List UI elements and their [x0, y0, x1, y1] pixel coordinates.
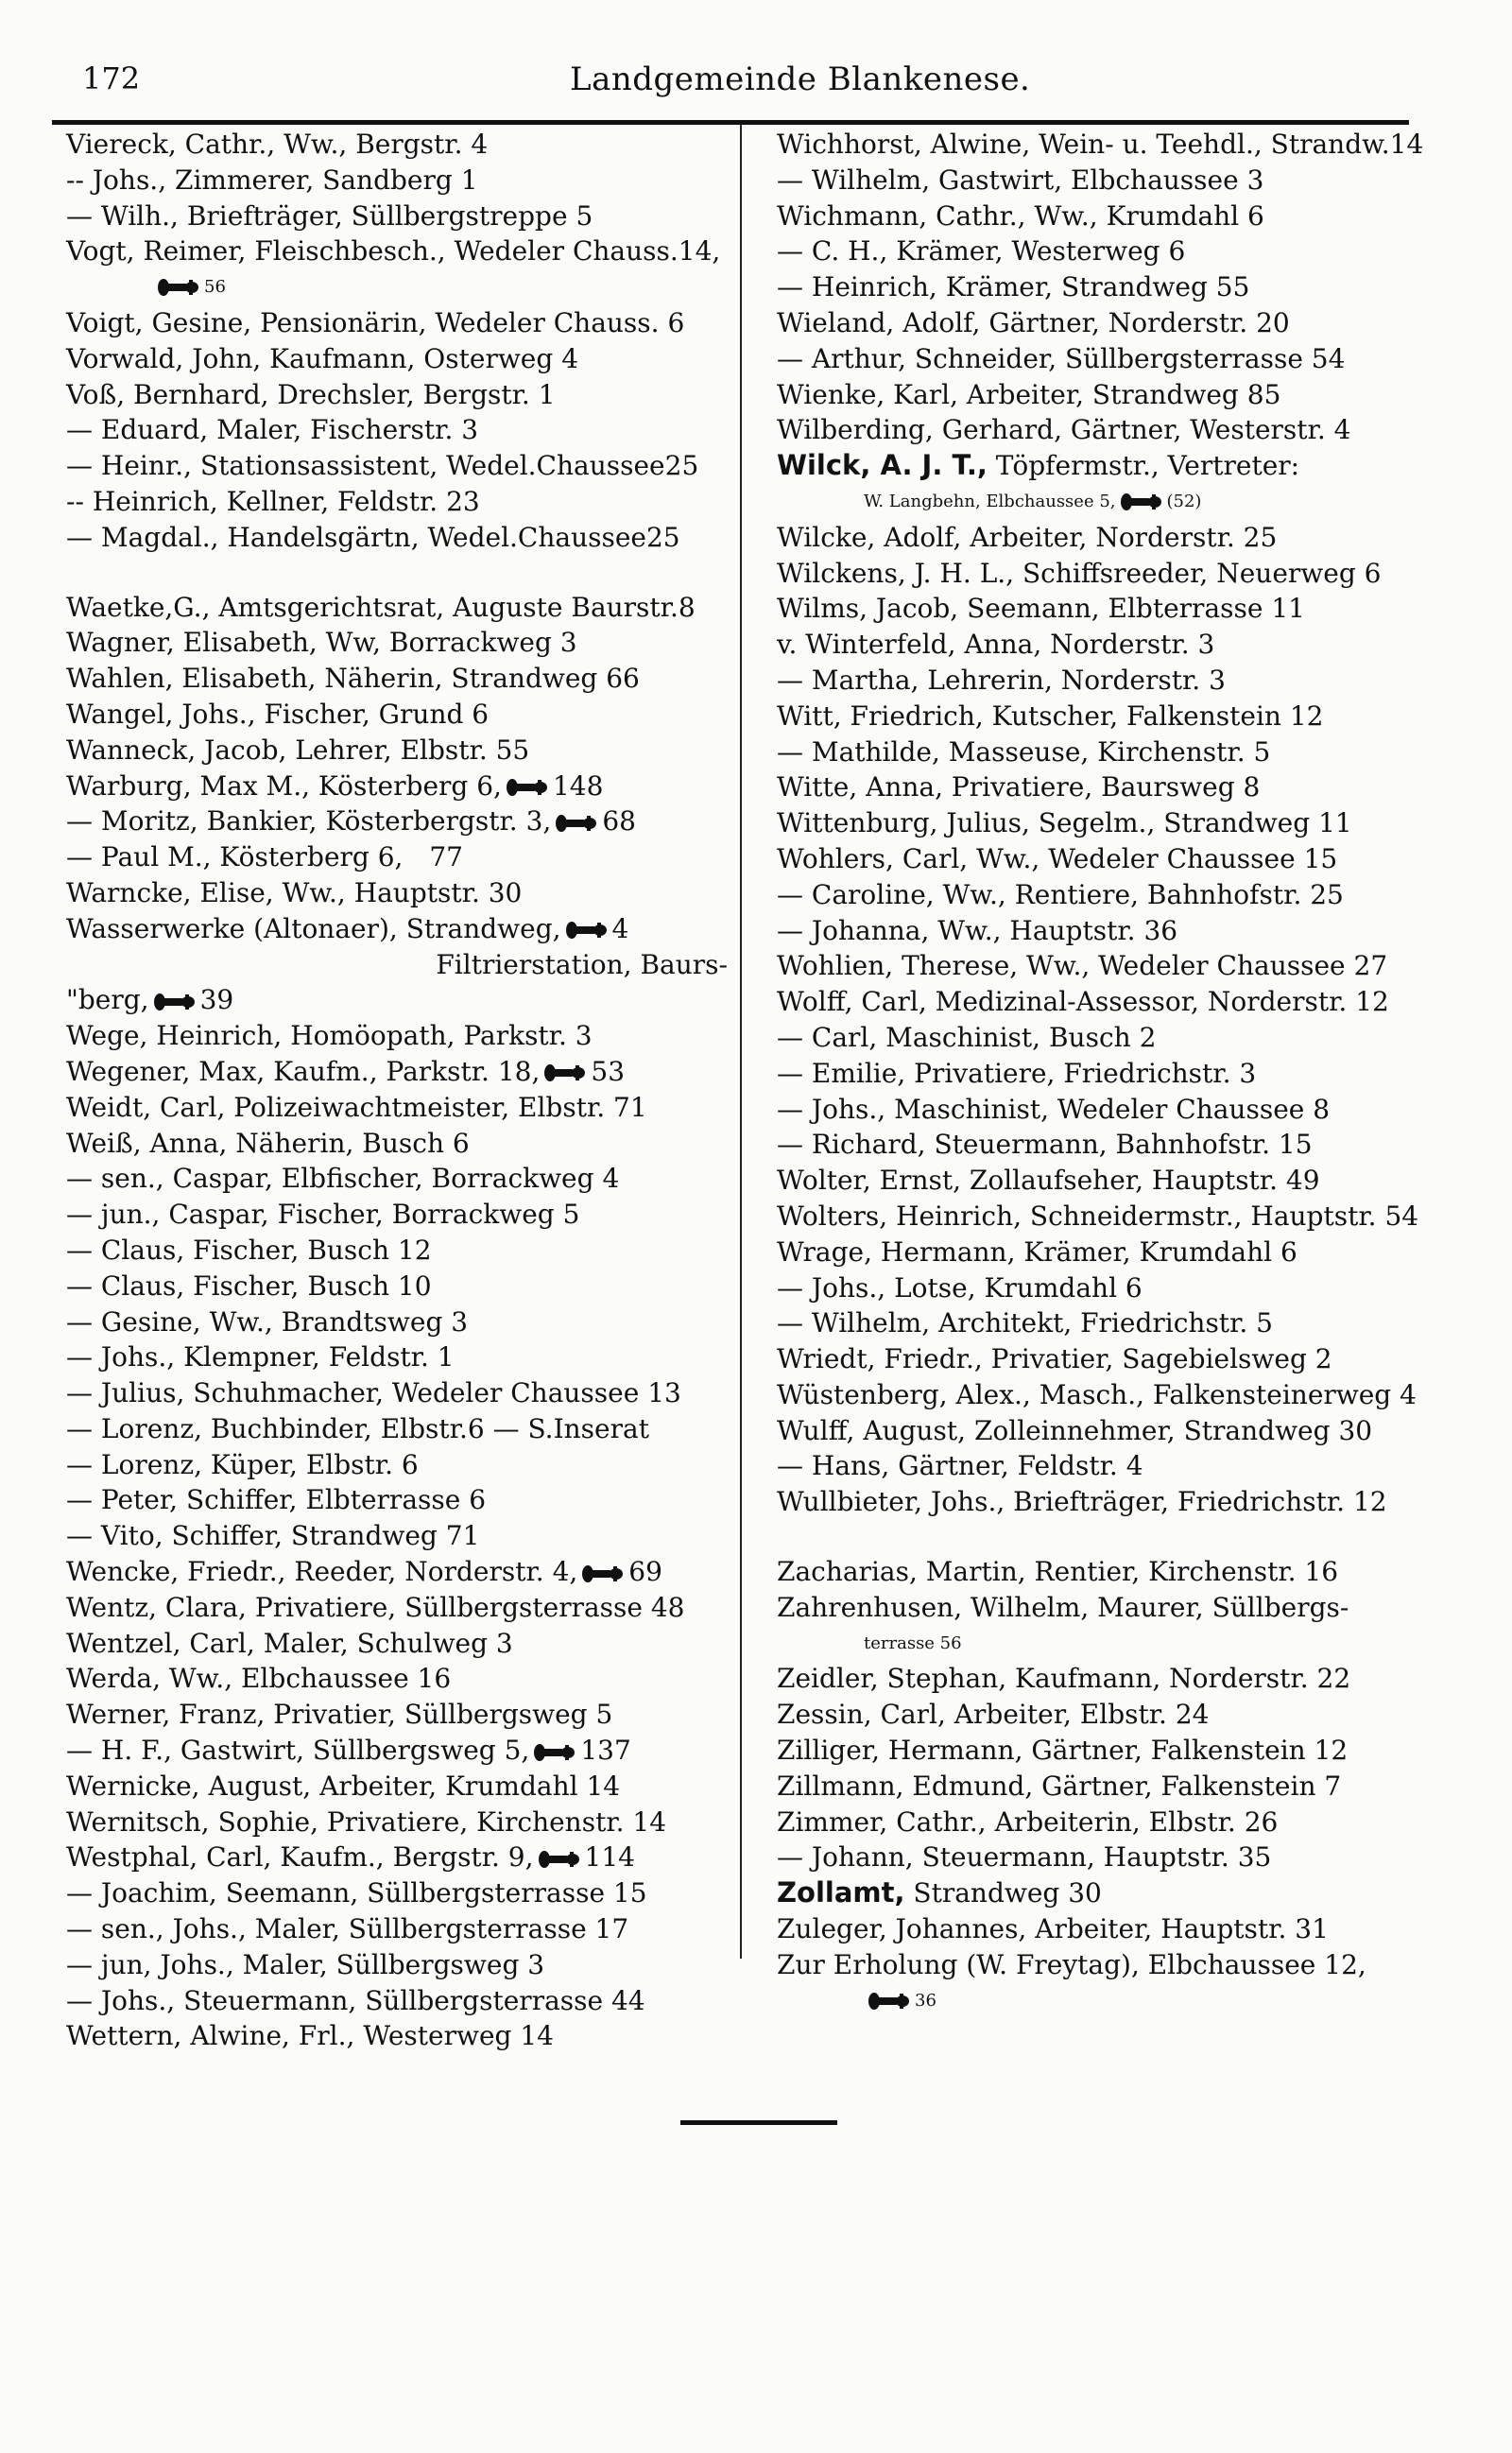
directory-entry	[66, 1554, 728, 1590]
entry-text: Wohlers, Carl, Ww., Wedeler Chaussee 15	[777, 842, 1338, 874]
entry-text: — Richard, Steuermann, Bahnhofstr. 15	[777, 1129, 1313, 1161]
directory-entry	[777, 769, 1438, 805]
entry-text: Witte, Anna, Privatiere, Baursweg 8	[777, 771, 1261, 803]
entry-text: — Hans, Gärtner, Feldstr. 4	[777, 1450, 1143, 1482]
directory-entry	[66, 1090, 728, 1126]
directory-entry	[777, 877, 1438, 913]
running-title: Landgemeinde Blankenese.	[570, 60, 1031, 98]
directory-entry	[777, 1448, 1438, 1484]
directory-entry	[777, 805, 1438, 841]
telephone-icon	[538, 1849, 581, 1870]
directory-entry	[777, 1092, 1438, 1128]
directory-entry	[66, 1447, 728, 1483]
directory-entry	[777, 1805, 1438, 1840]
entry-text: — Gesine, Ww., Brandtsweg 3	[66, 1305, 469, 1338]
directory-entry	[66, 769, 728, 804]
entry-text: Voß, Bernhard, Drechsler, Bergstr. 1	[66, 378, 556, 410]
directory-entry	[777, 412, 1438, 448]
entry-text: — Johs., Klempner, Feldstr. 1	[66, 1341, 455, 1373]
entry-text: Wegener, Max, Kaufm., Parkstr. 18,	[66, 1055, 541, 1087]
entry-text: 36	[915, 1990, 936, 2011]
directory-entry	[66, 1126, 728, 1162]
directory-entry	[777, 1199, 1438, 1235]
entry-text: -- Johs., Zimmerer, Sandberg 1	[66, 164, 478, 196]
directory-entry	[66, 199, 728, 234]
telephone-icon	[868, 1991, 911, 2012]
directory-entry	[66, 1983, 728, 2019]
entry-text: Wüstenberg, Alex., Masch., Falkensteinerweg 4	[777, 1378, 1417, 1410]
directory-entry	[66, 1875, 728, 1911]
telephone-icon	[555, 813, 598, 834]
telephone-icon	[153, 992, 197, 1012]
directory-entry	[777, 1590, 1438, 1626]
entry-text: — Joachim, Seemann, Süllbergsterrasse 15	[66, 1877, 647, 1909]
directory-entry	[66, 875, 728, 911]
entry-text: — Mathilde, Masseuse, Kirchenstr. 5	[777, 735, 1271, 768]
entry-text: — jun., Caspar, Fischer, Borrackweg 5	[66, 1199, 580, 1231]
entry-bold-name: Zollamt,	[777, 1876, 905, 1909]
directory-entry	[777, 1661, 1438, 1697]
entry-text: Vogt, Reimer, Fleischbesch., Wedeler Chauss.14,	[66, 235, 721, 268]
entry-text: Wasserwerke (Altonaer), Strandweg,	[66, 912, 561, 944]
directory-entry	[777, 1163, 1438, 1199]
entry-text: Westphal, Carl, Kaufm., Bergstr. 9,	[66, 1841, 534, 1874]
entry-text: — Johs., Steuermann, Süllbergsterrasse 44	[66, 1984, 645, 2016]
phone-number: 137	[580, 1735, 631, 1767]
entry-text: Wege, Heinrich, Homöopath, Parkstr. 3	[66, 1020, 593, 1052]
directory-entry	[777, 1769, 1438, 1805]
directory-entry	[66, 1911, 728, 1947]
entry-text: Wangel, Johs., Fischer, Grund 6	[66, 698, 490, 730]
directory-entry	[777, 663, 1438, 699]
entry-text: Wilberding, Gerhard, Gärtner, Westerstr. 4	[777, 414, 1351, 446]
directory-entry	[777, 1413, 1438, 1449]
directory-entry	[777, 913, 1438, 949]
directory-entry	[777, 1626, 1438, 1662]
directory-entry	[66, 305, 728, 341]
directory-entry	[777, 1305, 1438, 1341]
directory-entry	[66, 127, 728, 163]
directory-entry	[66, 269, 728, 305]
directory-entry	[66, 484, 728, 520]
directory-entry	[777, 1056, 1438, 1092]
entry-text: Zimmer, Cathr., Arbeiterin, Elbstr. 26	[777, 1805, 1279, 1838]
entry-text: Wilcke, Adolf, Arbeiter, Norderstr. 25	[777, 521, 1278, 553]
entry-text: — Arthur, Schneider, Süllbergsterrasse 54	[777, 342, 1346, 374]
directory-entry	[777, 1947, 1438, 1983]
directory-entry	[777, 627, 1438, 663]
directory-entry	[66, 733, 728, 769]
phone-number: 77	[429, 841, 463, 873]
entry-text: — Paul M., Kösterberg 6,	[66, 841, 404, 873]
directory-entry	[777, 1235, 1438, 1270]
directory-entry	[777, 1840, 1438, 1875]
directory-entry	[66, 1304, 728, 1340]
entry-text: Witt, Friedrich, Kutscher, Falkenstein 12	[777, 700, 1324, 732]
entry-text: Zuleger, Johannes, Arbeiter, Hauptstr. 31	[777, 1913, 1329, 1945]
entry-text: Wichmann, Cathr., Ww., Krumdahl 6	[777, 199, 1264, 232]
directory-entry	[66, 1733, 728, 1769]
left-column	[66, 127, 728, 2054]
directory-entry	[777, 1875, 1438, 1911]
phone-number: 69	[628, 1556, 662, 1588]
entry-text: — Claus, Fischer, Busch 12	[66, 1234, 432, 1266]
entry-text: — H. F., Gastwirt, Süllbergsweg 5,	[66, 1735, 530, 1767]
entry-text: Vorwald, John, Kaufmann, Osterweg 4	[66, 342, 579, 374]
entry-text: — Peter, Schiffer, Elbterrasse 6	[66, 1484, 487, 1516]
directory-entry	[777, 448, 1438, 484]
entry-text: Wilms, Jacob, Seemann, Elbterrasse 11	[777, 593, 1305, 625]
entry-text: Wanneck, Jacob, Lehrer, Elbstr. 55	[66, 734, 530, 766]
directory-entry	[66, 1769, 728, 1805]
entry-text: — Johanna, Ww., Hauptstr. 36	[777, 914, 1178, 946]
directory-entry	[66, 448, 728, 484]
entry-text: Wernitsch, Sophie, Privatiere, Kirchenstr. 14	[66, 1805, 667, 1838]
directory-entry	[66, 982, 728, 1018]
entry-text: Wulff, August, Zolleinnehmer, Strandweg 30	[777, 1414, 1373, 1446]
phone-number: (52)	[1166, 491, 1202, 511]
end-rule	[680, 2120, 837, 2125]
directory-entry	[66, 1233, 728, 1269]
entry-text: Wilckens, J. H. L., Schiffsreeder, Neuerweg 6	[777, 557, 1382, 589]
telephone-icon	[1120, 492, 1163, 512]
entry-text: — Carl, Maschinist, Busch 2	[777, 1021, 1157, 1053]
entry-text: — Heinrich, Krämer, Strandweg 55	[777, 271, 1250, 303]
entry-text: — sen., Johs., Maler, Süllbergsterrasse 17	[66, 1913, 629, 1945]
entry-text: — Wilhelm, Architekt, Friedrichstr. 5	[777, 1307, 1273, 1339]
directory-entry	[777, 233, 1438, 269]
directory-entry	[66, 839, 728, 875]
directory-entry	[66, 520, 728, 556]
directory-entry	[777, 841, 1438, 877]
directory-entry	[66, 1626, 728, 1662]
entry-text: — Eduard, Maler, Fischerstr. 3	[66, 414, 479, 446]
page-number: 172	[82, 60, 141, 96]
entry-text: Wagner, Elisabeth, Ww, Borrackweg 3	[66, 627, 577, 659]
entry-text: — sen., Caspar, Elbfischer, Borrackweg 4	[66, 1163, 620, 1195]
telephone-icon	[565, 920, 609, 941]
entry-text: — Johann, Steuermann, Hauptstr. 35	[777, 1841, 1272, 1874]
entry-text: — Caroline, Ww., Rentiere, Bahnhofstr. 25	[777, 878, 1344, 910]
entry-text: — Emilie, Privatiere, Friedrichstr. 3	[777, 1057, 1257, 1089]
entry-text: Wettern, Alwine, Frl., Westerweg 14	[66, 2020, 554, 2052]
entry-text: Strandweg 30	[913, 1877, 1102, 1909]
entry-text: Wolter, Ernst, Zollaufseher, Hauptstr. 49	[777, 1165, 1320, 1197]
directory-entry	[777, 1554, 1438, 1590]
directory-entry	[777, 699, 1438, 734]
entry-text: Wittenburg, Julius, Segelm., Strandweg 11	[777, 807, 1352, 839]
directory-entry	[66, 1375, 728, 1411]
directory-entry	[777, 163, 1438, 199]
entry-text: — Lorenz, Küper, Elbstr. 6	[66, 1448, 419, 1480]
entry-text: — Johs., Maschinist, Wedeler Chaussee 8	[777, 1093, 1331, 1125]
entry-text: Wahlen, Elisabeth, Näherin, Strandweg 66	[66, 663, 640, 695]
directory-entry	[66, 1518, 728, 1554]
phone-number: 4	[611, 912, 629, 944]
entry-text: Weiß, Anna, Näherin, Busch 6	[66, 1127, 470, 1159]
directory-entry	[777, 1127, 1438, 1163]
directory-entry	[777, 520, 1438, 556]
entry-text: terrasse 56	[864, 1632, 962, 1653]
entry-text: — Wilh., Briefträger, Süllbergstreppe 5	[66, 199, 593, 232]
entry-text: Weidt, Carl, Polizeiwachtmeister, Elbstr. 71	[66, 1091, 647, 1123]
directory-entry	[66, 803, 728, 839]
entry-text: Wentzel, Carl, Maler, Schulweg 3	[66, 1627, 513, 1659]
entry-text: — Wilhelm, Gastwirt, Elbchaussee 3	[777, 164, 1264, 196]
directory-entry	[66, 1269, 728, 1304]
directory-entry	[777, 199, 1438, 234]
directory-entry	[777, 1020, 1438, 1056]
directory-entry	[66, 1161, 728, 1197]
entry-text: Zillmann, Edmund, Gärtner, Falkenstein 7	[777, 1770, 1342, 1802]
entry-text: Töpfermstr., Vertreter:	[995, 450, 1300, 482]
directory-entry	[66, 625, 728, 661]
entry-text: — jun, Johs., Maler, Süllbergsweg 3	[66, 1948, 545, 1980]
telephone-icon	[157, 277, 200, 298]
entry-text: Wrage, Hermann, Krämer, Krumdahl 6	[777, 1235, 1297, 1268]
entry-text: -- Heinrich, Kellner, Feldstr. 23	[66, 485, 480, 517]
directory-entry	[66, 377, 728, 413]
entry-text: Warburg, Max M., Kösterberg 6,	[66, 769, 502, 802]
directory-entry	[777, 1341, 1438, 1377]
entry-text: Viereck, Cathr., Ww., Bergstr. 4	[66, 129, 489, 160]
entry-text: — C. H., Krämer, Westerweg 6	[777, 235, 1186, 268]
directory-entry	[777, 305, 1438, 341]
column-divider	[740, 125, 742, 1959]
directory-entry	[66, 1339, 728, 1375]
phone-number: 53	[591, 1055, 626, 1087]
directory-entry	[777, 341, 1438, 377]
directory-entry	[66, 1018, 728, 1054]
directory-entry	[777, 1911, 1438, 1947]
directory-entry	[66, 590, 728, 626]
directory-entry	[777, 948, 1438, 984]
entry-text: Wieland, Adolf, Gärtner, Norderstr. 20	[777, 306, 1290, 338]
entry-text: — Magdal., Handelsgärtn, Wedel.Chaussee25	[66, 521, 680, 553]
entry-text: Wienke, Karl, Arbeiter, Strandweg 85	[777, 378, 1281, 410]
directory-entry	[66, 233, 728, 269]
directory-entry	[66, 947, 728, 983]
entry-text: — Julius, Schuhmacher, Wedeler Chaussee 13	[66, 1377, 681, 1409]
directory-entry	[66, 163, 728, 199]
directory-entry	[66, 1590, 728, 1626]
entry-text: Wullbieter, Johs., Briefträger, Friedrichstr. 12	[777, 1486, 1387, 1518]
directory-entry	[66, 1947, 728, 1983]
telephone-icon	[543, 1062, 587, 1083]
entry-text: Wentz, Clara, Privatiere, Süllbergsterrasse 48	[66, 1591, 685, 1623]
entry-text: Werda, Ww., Elbchaussee 16	[66, 1663, 452, 1695]
directory-entry	[66, 911, 728, 947]
phone-number: 68	[602, 805, 636, 838]
entry-text: Wolff, Carl, Medizinal-Assessor, Norderstr. 12	[777, 986, 1389, 1018]
directory-entry	[66, 341, 728, 377]
entry-text: — Claus, Fischer, Busch 10	[66, 1270, 432, 1302]
entry-text: Zessin, Carl, Arbeiter, Elbstr. 24	[777, 1699, 1210, 1731]
page-header	[52, 60, 1413, 108]
directory-entry	[66, 1840, 728, 1875]
entry-text: W. Langbehn, Elbchaussee 5,	[864, 491, 1116, 511]
directory-entry	[66, 1805, 728, 1840]
directory-entry	[777, 734, 1438, 770]
entry-text: — Heinr., Stationsassistent, Wedel.Chaussee25	[66, 450, 699, 482]
directory-entry	[66, 1054, 728, 1090]
directory-entry	[777, 984, 1438, 1020]
entry-bold-name: Wilck, A. J. T.,	[777, 449, 988, 482]
directory-entry	[777, 1270, 1438, 1306]
entry-text: — Moritz, Bankier, Kösterbergstr. 3,	[66, 805, 552, 838]
directory-entry	[66, 1661, 728, 1697]
entry-text: v. Winterfeld, Anna, Norderstr. 3	[777, 629, 1215, 661]
entry-text: Zahrenhusen, Wilhelm, Maurer, Süllbergs-	[777, 1591, 1349, 1623]
entry-text: Werner, Franz, Privatier, Süllbergsweg 5	[66, 1699, 613, 1731]
directory-entry	[66, 1411, 728, 1447]
directory-entry	[777, 556, 1438, 592]
entry-text: — Lorenz, Buchbinder, Elbstr.6 — S.Inserat	[66, 1412, 649, 1444]
right-column	[777, 127, 1438, 2018]
entry-text: Zacharias, Martin, Rentier, Kirchenstr. 16	[777, 1556, 1339, 1588]
directory-entry	[777, 269, 1438, 305]
entry-text: Wolters, Heinrich, Schneidermstr., Hauptstr. 54	[777, 1200, 1419, 1232]
entry-text: — Martha, Lehrerin, Norderstr. 3	[777, 664, 1226, 696]
directory-entry	[777, 1697, 1438, 1733]
entry-text: 56	[204, 277, 226, 298]
entry-text: Wriedt, Friedr., Privatier, Sagebielsweg 2	[777, 1343, 1332, 1375]
entry-text: Waetke,G., Amtsgerichtsrat, Auguste Baurstr.8	[66, 591, 696, 623]
directory-entry	[66, 697, 728, 733]
phone-number: 148	[552, 769, 604, 802]
directory-entry	[66, 661, 728, 697]
directory-entry	[777, 1733, 1438, 1769]
entry-text: Wencke, Friedr., Reeder, Norderstr. 4,	[66, 1556, 578, 1588]
entry-text: Zilliger, Hermann, Gärtner, Falkenstein 12	[777, 1735, 1349, 1767]
directory-entry	[66, 1197, 728, 1233]
directory-entry	[777, 484, 1438, 520]
phone-number: 39	[199, 984, 234, 1016]
entry-text: "berg,	[66, 984, 149, 1016]
directory-entry	[777, 591, 1438, 627]
entry-text: — Johs., Lotse, Krumdahl 6	[777, 1271, 1143, 1304]
directory-entry	[66, 412, 728, 448]
directory-entry	[777, 127, 1438, 163]
entry-text: — Vito, Schiffer, Strandweg 71	[66, 1520, 480, 1552]
phone-number: 114	[584, 1841, 635, 1874]
entry-text: Wichhorst, Alwine, Wein- u. Teehdl., Strandw.14	[777, 129, 1424, 160]
directory-entry	[777, 377, 1438, 413]
telephone-icon	[581, 1563, 625, 1584]
directory-entry	[777, 1484, 1438, 1520]
header-rule	[52, 120, 1409, 125]
entry-text: Warncke, Elise, Ww., Hauptstr. 30	[66, 876, 523, 908]
entry-text: Filtrierstation, Baurs-	[436, 948, 728, 980]
directory-entry	[66, 2018, 728, 2054]
telephone-icon	[533, 1742, 576, 1763]
directory-entry	[777, 1377, 1438, 1413]
directory-entry	[66, 1697, 728, 1733]
directory-entry	[777, 1983, 1438, 2019]
entry-text: Zeidler, Stephan, Kaufmann, Norderstr. 22	[777, 1663, 1351, 1695]
telephone-icon	[506, 777, 549, 798]
entry-text: Voigt, Gesine, Pensionärin, Wedeler Chauss. 6	[66, 306, 685, 338]
entry-text: Zur Erholung (W. Freytag), Elbchaussee 12,	[777, 1948, 1366, 1980]
entry-text: Wernicke, August, Arbeiter, Krumdahl 14	[66, 1770, 621, 1802]
directory-entry	[66, 1482, 728, 1518]
entry-text: Wohlien, Therese, Ww., Wedeler Chaussee 27	[777, 950, 1388, 982]
